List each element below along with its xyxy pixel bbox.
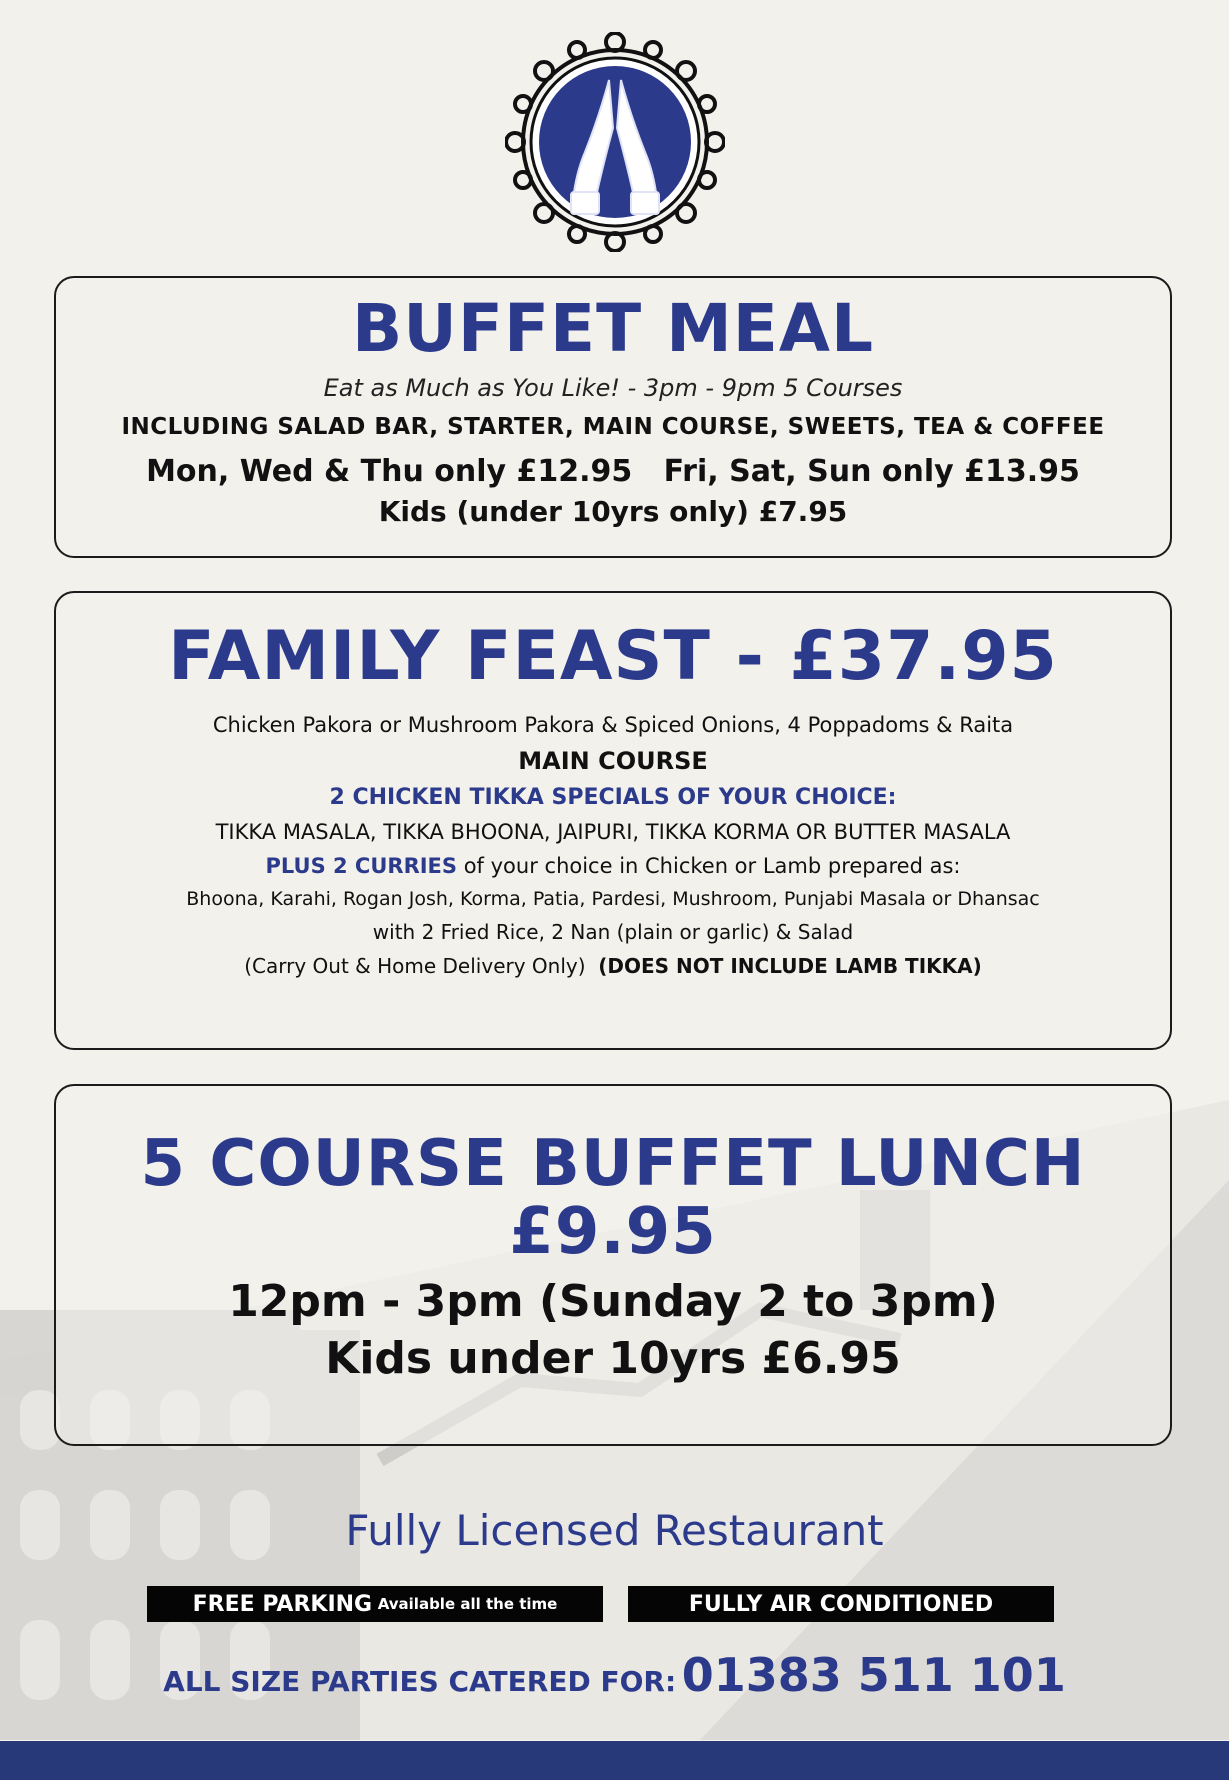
buffet-meal-prices [56, 454, 1170, 489]
free-parking-subtext: Available all the time [377, 1595, 558, 1613]
weekend-price: Fri, Sat, Sun only £13.95 [663, 454, 1080, 489]
buffet-meal-title: BUFFET MEAL [351, 290, 875, 367]
tikka-specials-heading: 2 CHICKEN TIKKA SPECIALS OF YOUR CHOICE: [329, 785, 897, 810]
family-feast-sides: with 2 Fried Rice, 2 Nan (plain or garlic) & Salad [372, 920, 854, 944]
restaurant-logo [505, 32, 725, 252]
weekday-price: Mon, Wed & Thu only £12.95 [146, 454, 633, 489]
tikka-specials-list: TIKKA MASALA, TIKKA BHOONA, JAIPURI, TIKKA KORMA OR BUTTER MASALA [215, 820, 1011, 844]
buffet-lunch-kids-price: Kids under 10yrs £6.95 [325, 1333, 901, 1384]
buffet-meal-kids-price: Kids (under 10yrs only) £7.95 [378, 495, 848, 528]
buffet-lunch-hours: 12pm - 3pm (Sunday 2 to 3pm) [228, 1276, 998, 1327]
buffet-meal-section [54, 276, 1172, 558]
curries-text: of your choice in Chicken or Lamb prepared as: [457, 854, 961, 878]
curries-line [56, 854, 1170, 878]
buffet-meal-subtitle: Eat as Much as You Like! - 3pm - 9pm 5 Courses [323, 374, 903, 402]
family-feast-note [56, 954, 1170, 978]
curries-list: Bhoona, Karahi, Rogan Josh, Korma, Patia, Pardesi, Mushroom, Punjabi Masala or Dhansac [186, 888, 1040, 910]
air-conditioned-badge: FULLY AIR CONDITIONED [628, 1586, 1054, 1622]
free-parking-label: FREE PARKING [192, 1591, 373, 1617]
family-feast-section [54, 591, 1172, 1050]
phone-number[interactable]: 01383 511 101 [681, 1648, 1066, 1702]
buffet-lunch-price: £9.95 [509, 1195, 717, 1269]
family-feast-starter: Chicken Pakora or Mushroom Pakora & Spiced Onions, 4 Poppadoms & Raita [212, 713, 1014, 737]
carry-out-note: (Carry Out & Home Delivery Only) [244, 954, 586, 978]
curries-label: PLUS 2 CURRIES [265, 854, 458, 878]
family-feast-title: FAMILY FEAST - £37.95 [168, 617, 1058, 696]
parties-label: ALL SIZE PARTIES CATERED FOR: [163, 1665, 677, 1698]
fully-licensed-heading: Fully Licensed Restaurant [345, 1506, 884, 1555]
main-course-heading: MAIN COURSE [518, 747, 708, 775]
lamb-tikka-note: (DOES NOT INCLUDE LAMB TIKKA) [598, 954, 982, 978]
buffet-meal-includes: INCLUDING SALAD BAR, STARTER, MAIN COURSE, SWEETS, TEA & COFFEE [121, 414, 1105, 440]
buffet-lunch-section [54, 1084, 1172, 1446]
buffet-lunch-title: 5 COURSE BUFFET LUNCH [140, 1127, 1086, 1201]
free-parking-badge [147, 1586, 603, 1622]
bottom-bar [0, 1741, 1229, 1780]
parties-line [0, 1648, 1229, 1702]
